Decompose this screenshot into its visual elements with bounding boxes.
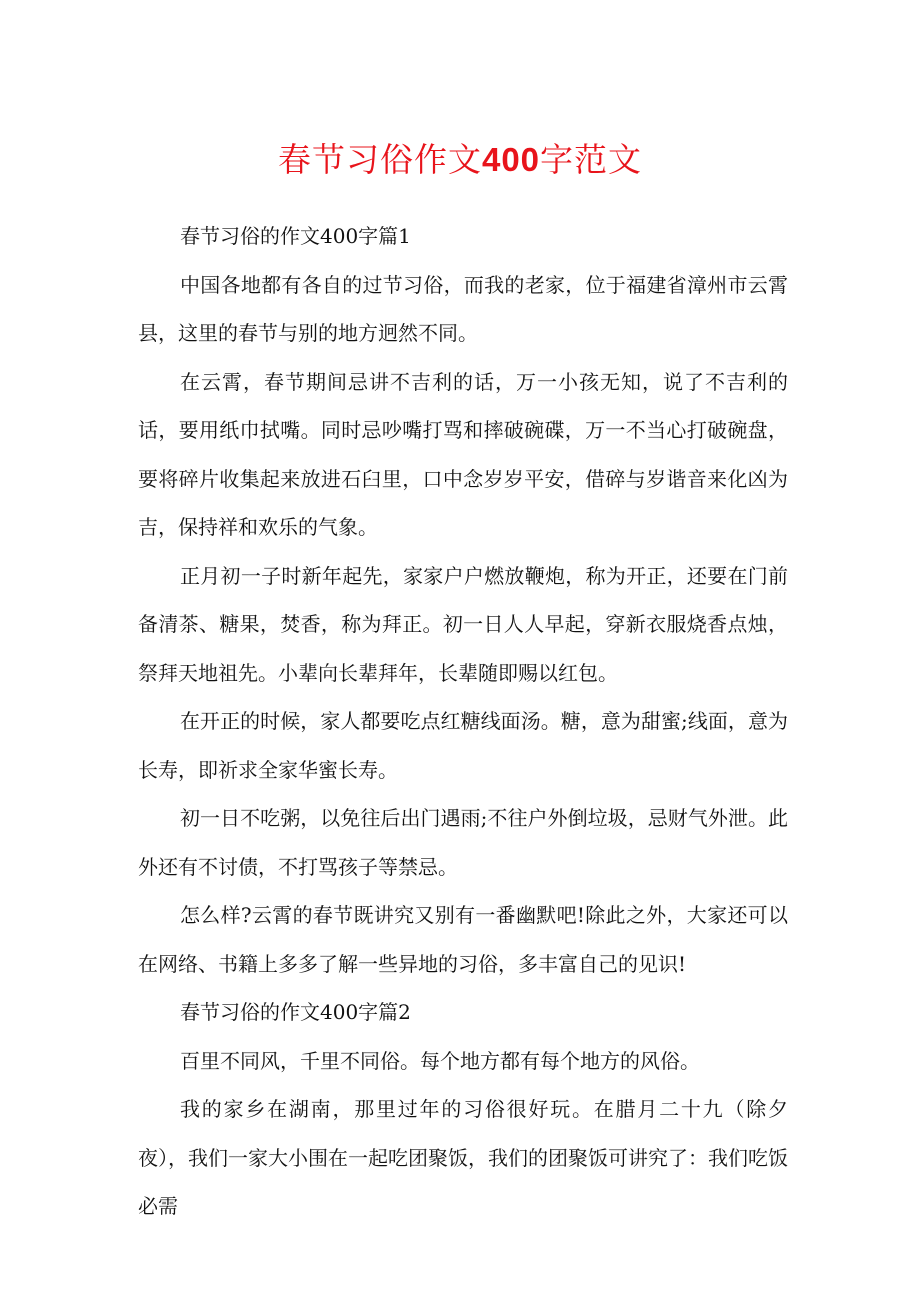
- document-body: [138, 212, 788, 1231]
- title-prefix: 春节习俗作文: [277, 140, 482, 179]
- title-suffix: 字范文: [540, 140, 643, 179]
- paragraph: 百里不同风，千里不同俗。每个地方都有每个地方的风俗。: [180, 1048, 700, 1073]
- paragraph: 初一日不吃粥，以免往后出门遇雨;不往户外倒垃圾，忌财气外泄。此外还有不讨债，不打骂孩子等禁忌。: [138, 806, 788, 879]
- paragraph: 在开正的时候，家人都要吃点红糖线面汤。糖，意为甜蜜;线面，意为长寿，即祈求全家华蜜长寿。: [138, 709, 788, 782]
- paragraph: 怎么样?云霄的春节既讲究又别有一番幽默吧!除此之外，大家还可以在网络、书籍上多多了解一些异地的习俗，多丰富自己的见识!: [138, 903, 788, 976]
- title-number: 400: [481, 141, 541, 178]
- paragraph: 正月初一子时新年起先，家家户户燃放鞭炮，称为开正，还要在门前备清茶、糖果，焚香，称为拜正。初一日人人早起，穿新衣服烧香点烛，祭拜天地祖先。小辈向长辈拜年，长辈随即赐以红包。: [138, 563, 788, 685]
- paragraph: 我的家乡在湖南，那里过年的习俗很好玩。在腊月二十九（除夕夜），我们一家大小围在一起吃团聚饭，我们的团聚饭可讲究了：我们吃饭必需: [138, 1097, 788, 1218]
- paragraph: 在云霄，春节期间忌讲不吉利的话，万一小孩无知，说了不吉利的话，要用纸巾拭嘴。同时忌吵嘴打骂和摔破碗碟，万一不当心打破碗盘，要将碎片收集起来放进石臼里，口中念岁岁平安，借碎与岁谐音来化凶为吉，保持祥和欢乐的气象。: [138, 369, 788, 539]
- section-heading-2: 春节习俗的作文400字篇2: [180, 1000, 411, 1024]
- paragraph: 中国各地都有各自的过节习俗，而我的老家，位于福建省漳州市云霄县，这里的春节与别的地方迥然不同。: [138, 272, 788, 345]
- document-title: [0, 136, 920, 184]
- section-heading-1: 春节习俗的作文400字篇1: [180, 224, 411, 248]
